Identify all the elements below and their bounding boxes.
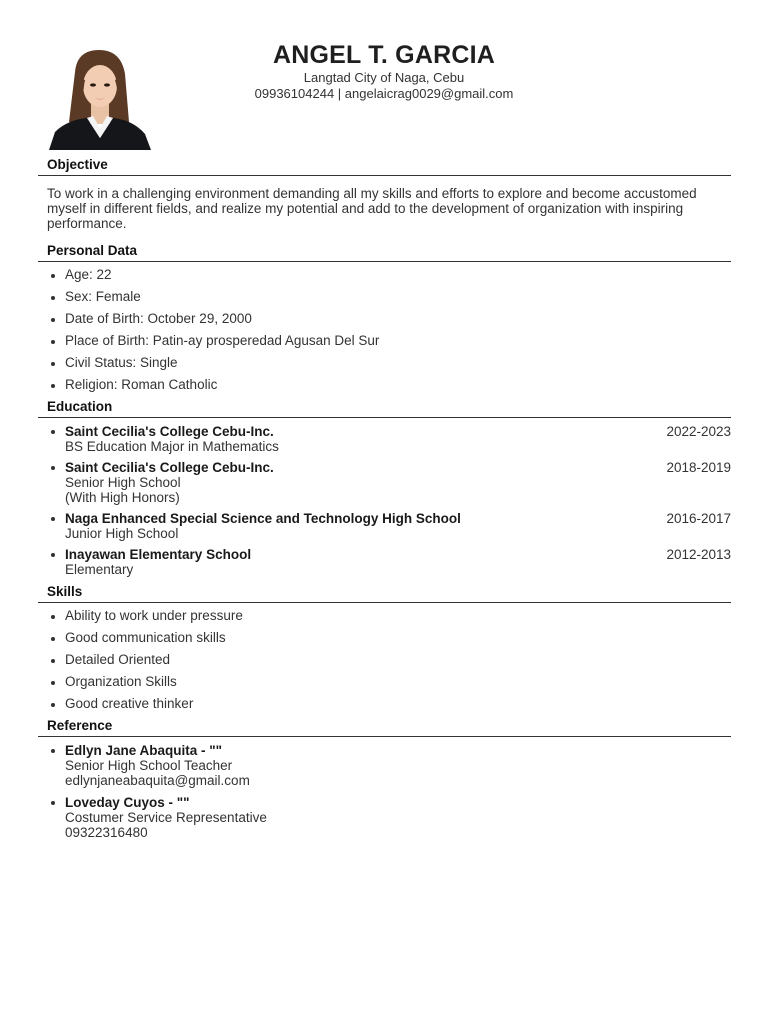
education-section	[38, 398, 731, 577]
list-item: Ability to work under pressure	[38, 608, 731, 624]
reference-name: Loveday Cuyos - ""	[65, 795, 190, 810]
school-years: 2016-2017	[666, 511, 731, 526]
school-years: 2022-2023	[666, 424, 731, 439]
school-detail: Elementary	[65, 562, 134, 577]
section-title: Skills	[38, 583, 731, 603]
resume-header	[0, 40, 768, 102]
school-detail: Senior High School	[65, 475, 181, 490]
candidate-name: ANGEL T. GARCIA	[273, 41, 495, 69]
school-detail: BS Education Major in Mathematics	[65, 439, 279, 454]
reference-detail: edlynjaneabaquita@gmail.com	[65, 773, 250, 788]
school-name: Saint Cecilia's College Cebu-Inc.	[65, 460, 274, 475]
objective-text: To work in a challenging environment demanding all my skills and efforts to explore and become accustomed myself in different fields, and realize my potential and add to the development of organization with inspiring performance.	[47, 186, 697, 231]
school-detail: Junior High School	[65, 526, 179, 541]
reference-detail: Senior High School Teacher	[65, 758, 233, 773]
school-years: 2018-2019	[666, 460, 731, 475]
list-item: Religion: Roman Catholic	[38, 377, 731, 393]
list-item: Good creative thinker	[38, 696, 731, 712]
section-title: Reference	[38, 717, 731, 737]
school-detail: (With High Honors)	[65, 490, 180, 505]
list-item: Good communication skills	[38, 630, 731, 646]
section-title: Personal Data	[38, 242, 731, 262]
list-item: Place of Birth: Patin-ay prosperedad Agusan Del Sur	[38, 333, 731, 349]
education-item	[38, 547, 731, 577]
list-item: Sex: Female	[38, 289, 731, 305]
objective-section	[38, 156, 731, 231]
section-title: Education	[38, 398, 731, 418]
education-item	[38, 511, 731, 541]
reference-item	[38, 795, 731, 840]
list-item: Detailed Oriented	[38, 652, 731, 668]
education-item	[38, 424, 731, 454]
address: Langtad City of Naga, Cebu	[303, 70, 465, 85]
reference-name: Edlyn Jane Abaquita - ""	[65, 743, 223, 758]
school-name: Naga Enhanced Special Science and Technology High School	[65, 511, 461, 526]
school-name: Inayawan Elementary School	[65, 547, 252, 562]
personal-data-section	[38, 242, 731, 393]
reference-section	[38, 717, 731, 840]
reference-detail: Costumer Service Representative	[65, 810, 267, 825]
section-title: Objective	[38, 156, 731, 176]
school-name: Saint Cecilia's College Cebu-Inc.	[65, 424, 274, 439]
education-item	[38, 460, 731, 505]
list-item: Organization Skills	[38, 674, 731, 690]
reference-detail: 09322316480	[65, 825, 148, 840]
list-item: Civil Status: Single	[38, 355, 731, 371]
contact-info: 09936104244 | angelaicrag0029@gmail.com	[254, 86, 514, 101]
list-item: Date of Birth: October 29, 2000	[38, 311, 731, 327]
list-item: Age: 22	[38, 267, 731, 283]
reference-item	[38, 743, 731, 788]
school-years: 2012-2013	[666, 547, 731, 562]
skills-section	[38, 583, 731, 712]
